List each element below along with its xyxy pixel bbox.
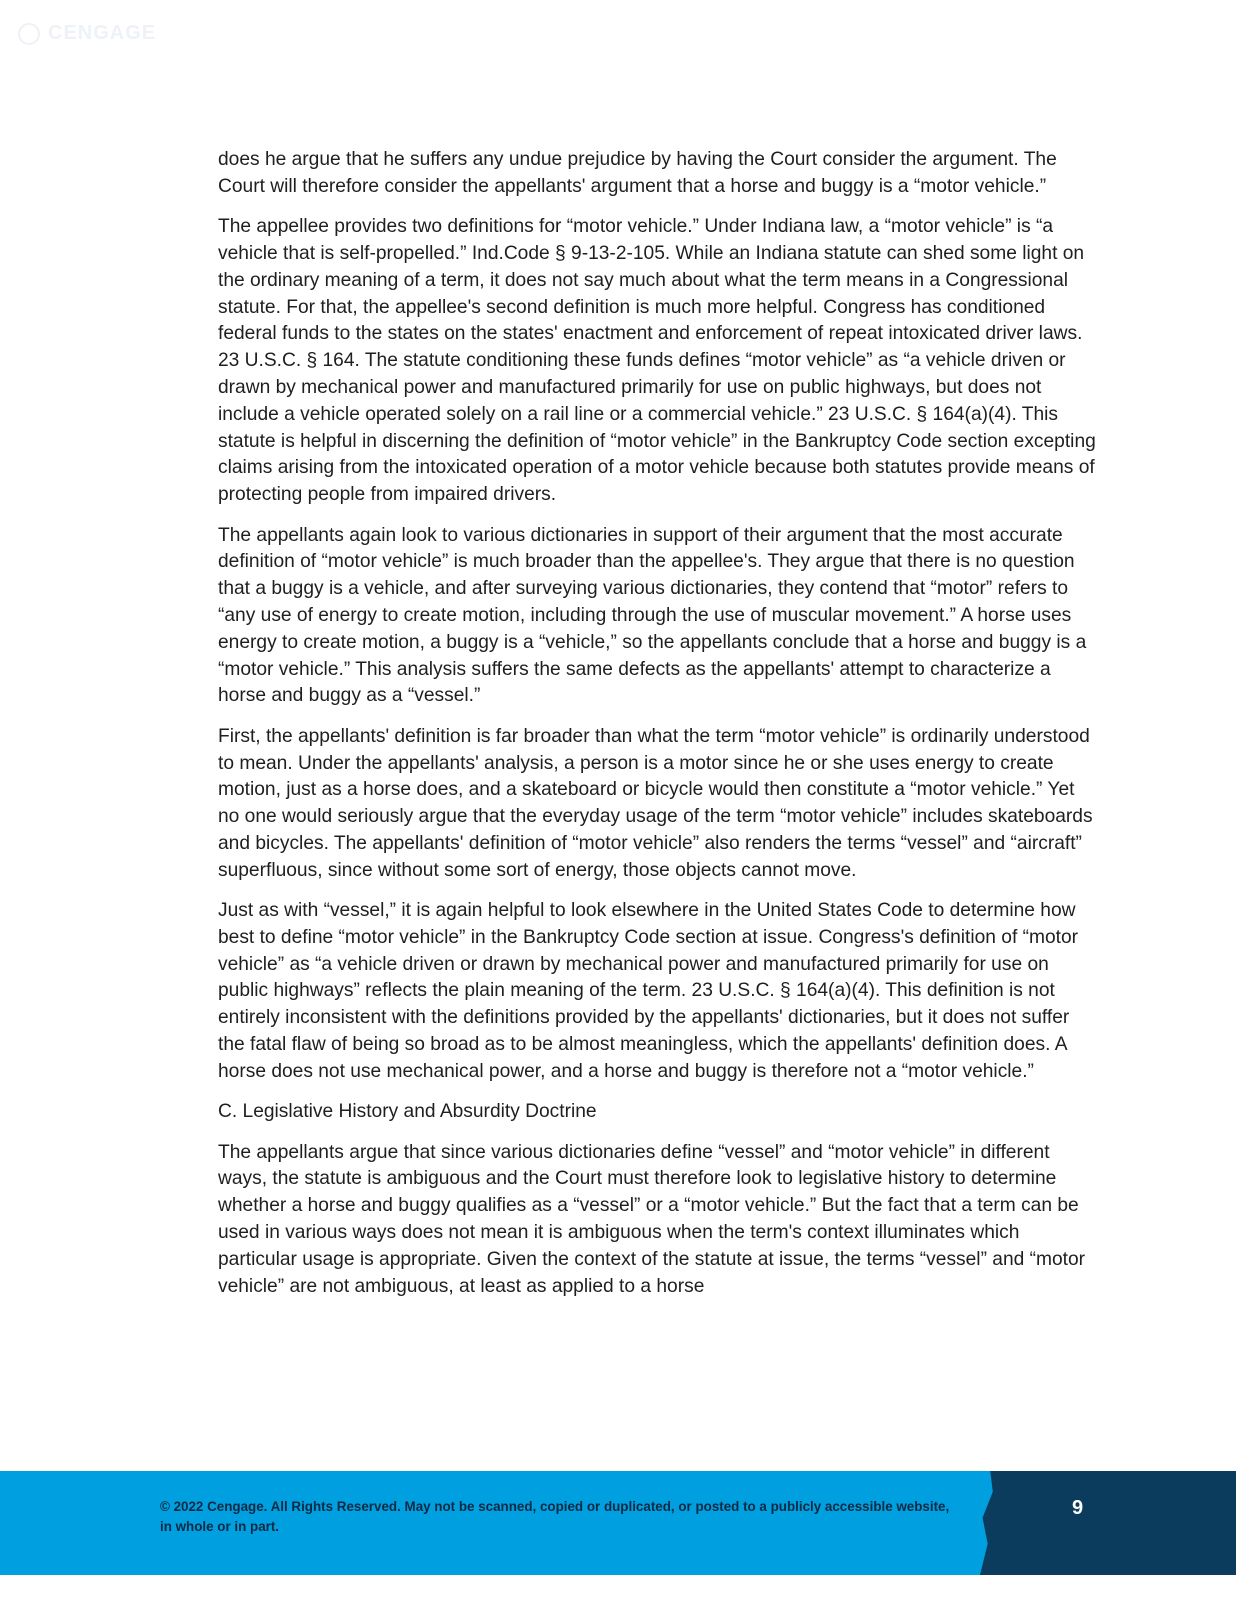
footer-dark-band: [980, 1471, 1236, 1575]
paragraph-6: The appellants argue that since various dictionaries define “vessel” and “motor vehicle” in different ways, the statute is ambiguous and the Court must therefore look to legislative history to determine whether a horse and buggy qualifies as a “vessel” or a “motor vehicle.” But the fact that a term can be used in various ways does not mean it is ambiguous when the term's context illuminates which particular usage is appropriate. Given the context of the statute at issue, the terms “vessel” and “motor vehicle” are not ambiguous, at least as applied to a horse: [218, 1141, 1086, 1297]
cengage-logo: [18, 22, 156, 45]
page-number: 9: [1072, 1497, 1084, 1519]
copyright-notice: © 2022 Cengage. All Rights Reserved. May not be scanned, copied or duplicated, or posted to a publicly accessible website, in whole or in part.: [160, 1499, 950, 1534]
paragraph-4: First, the appellants' definition is far broader than what the term “motor vehicle” is ordinarily understood to mean. Under the appellants' analysis, a person is a motor since he or she uses energy to create motion, just as a horse does, and a skateboard or bicycle would then constitute a “motor vehicle.” Yet no one would seriously argue that the everyday usage of the term “motor vehicle” includes skateboards and bicycles. The appellants' definition of “motor vehicle” also renders the terms “vessel” and “aircraft” superfluous, since without some sort of energy, those objects cannot move.: [218, 725, 1093, 881]
section-heading: C. Legislative History and Absurdity Doctrine: [218, 1101, 597, 1123]
paragraph-1: does he argue that he suffers any undue prejudice by having the Court consider the argument. The Court will therefore consider the appellants' argument that a horse and buggy is a “motor vehicle.”: [218, 149, 1057, 197]
paragraph-2: The appellee provides two definitions for “motor vehicle.” Under Indiana law, a “motor vehicle” is “a vehicle that is self-propelled.” Ind.Code § 9-13-2-105. While an Indiana statute can shed some light on the ordinary meaning of a term, it does not say much about what the term means in a Congressional statute. For that, the appellee's second definition is much more helpful. Congress has conditioned federal funds to the states on the states' enactment and enforcement of repeat intoxicated driver laws. 23 U.S.C. § 164. The statute conditioning these funds defines “motor vehicle” as “a vehicle driven or drawn by mechanical power and manufactured primarily for use on public highways, but does not include a vehicle operated solely on a rail line or a commercial vehicle.” 23 U.S.C. § 164(a)(4). This statute is helpful in discerning the definition of “motor vehicle” in the Bankruptcy Code section excepting claims arising from the intoxicated operation of a motor vehicle because both statutes provide means of protecting people from impaired drivers.: [218, 216, 1096, 506]
paragraph-3: The appellants again look to various dictionaries in support of their argument that the most accurate definition of “motor vehicle” is much broader than the appellee's. They argue that there is no question that a buggy is a vehicle, and after surveying various dictionaries, they contend that “motor” refers to “any use of energy to create motion, including through the use of muscular movement.” A horse uses energy to create motion, a buggy is a “vehicle,” so the appellants conclude that a horse and buggy is a “motor vehicle.” This analysis suffers the same defects as the appellants' attempt to characterize a horse and buggy as a “vessel.”: [218, 524, 1087, 707]
cengage-logo-icon: [18, 23, 40, 45]
page-footer: [0, 1471, 1236, 1575]
logo-text: CENGAGE: [48, 22, 157, 44]
document-body: [218, 147, 1098, 1314]
paragraph-5: Just as with “vessel,” it is again helpful to look elsewhere in the United States Code to determine how best to define “motor vehicle” in the Bankruptcy Code section at issue. Congress's definition of “motor vehicle” as “a vehicle driven or drawn by mechanical power and manufactured primarily for use on public highways” reflects the plain meaning of the term. 23 U.S.C. § 164(a)(4). This definition is not entirely inconsistent with the definitions provided by the appellants' dictionaries, but it does not suffer the fatal flaw of being so broad as to be almost meaningless, which the appellants' definition does. A horse does not use mechanical power, and a horse and buggy is therefore not a “motor vehicle.”: [218, 900, 1079, 1082]
